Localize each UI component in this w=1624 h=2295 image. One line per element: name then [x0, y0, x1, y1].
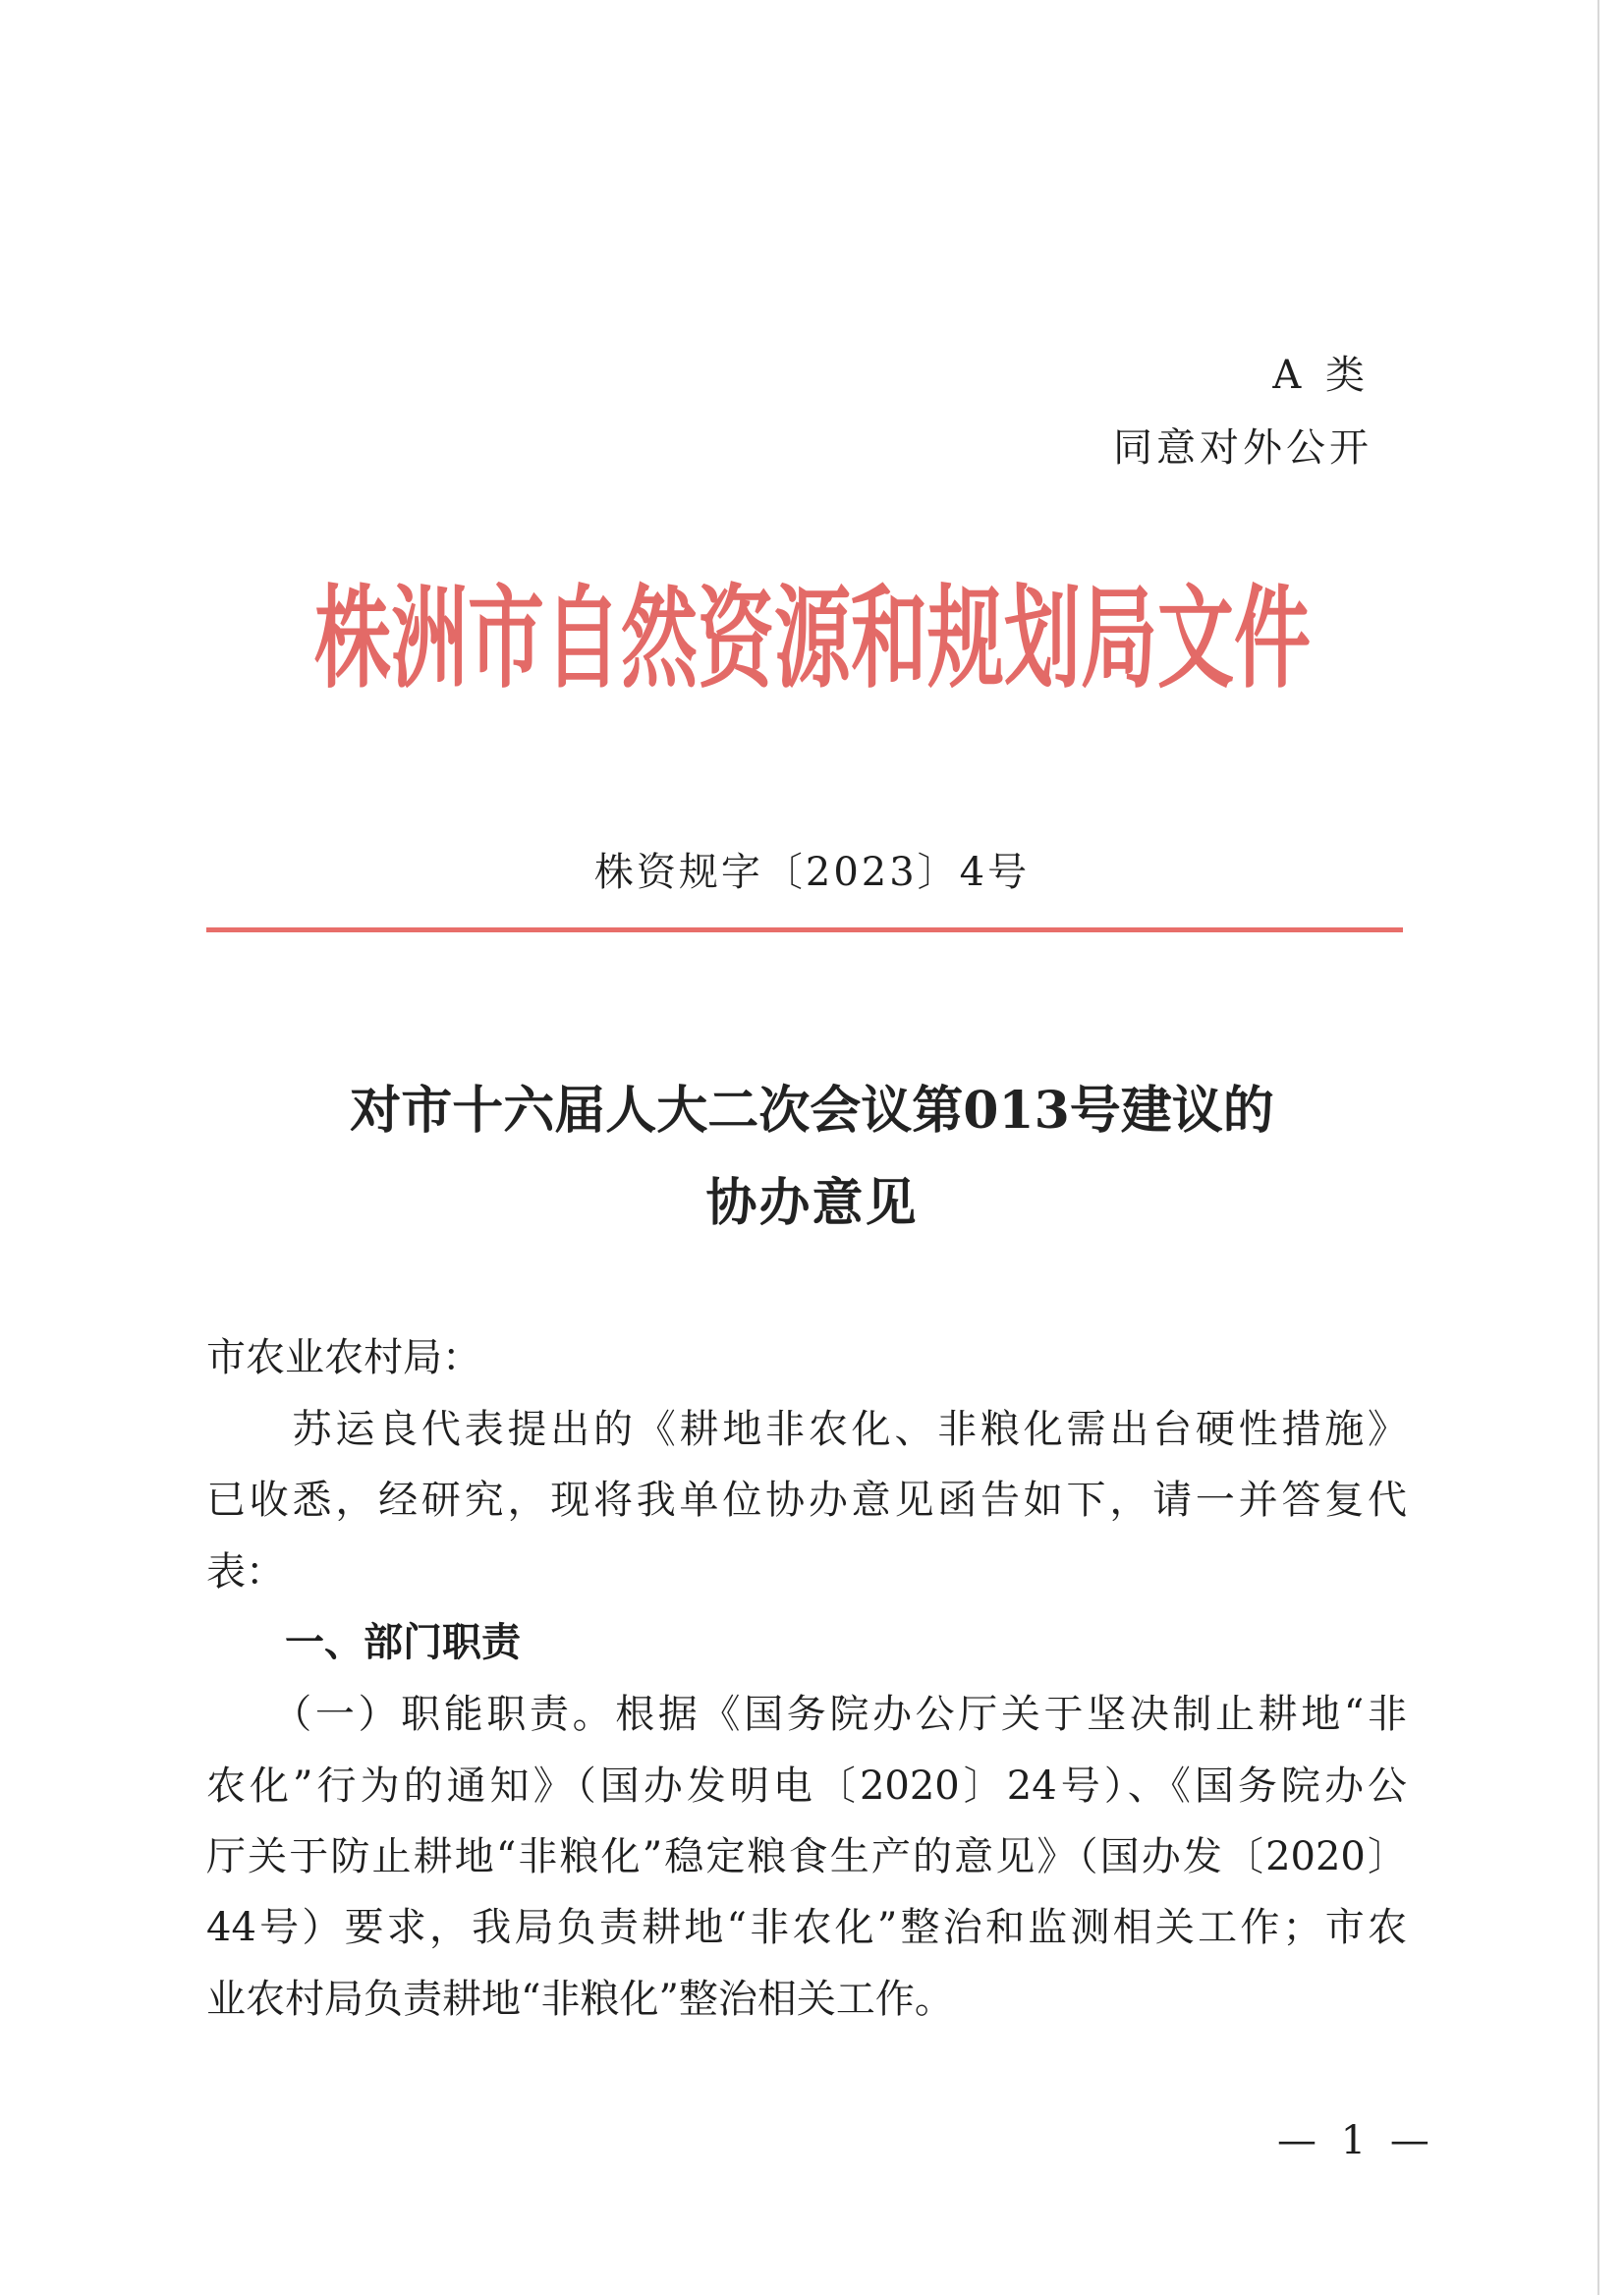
issuer-red-header: 株洲市自然资源和规划局文件: [314, 576, 1312, 704]
red-divider: [206, 927, 1403, 932]
body-line: 44号）要求，我局负责耕地“非农化”整治和监测相关工作；市农: [206, 1905, 1407, 1950]
body-line: 业农村局负责耕地“非粮化”整治相关工作。: [206, 1977, 954, 2022]
document-title-line1: 对市十六届人大二次会议第013号建议的: [350, 1081, 1274, 1141]
body-line: 苏运良代表提出的《耕地非农化、非粮化需出台硬性措施》: [206, 1407, 1407, 1452]
addressee: 市农业农村局：: [206, 1335, 481, 1380]
body-line: 已收悉，经研究，现将我单位协办意见函告如下，请一并答复代: [206, 1478, 1407, 1523]
classification-label: A 类: [1272, 353, 1371, 398]
body-line: 厅关于防止耕地“非粮化”稳定粮食生产的意见》（国办发〔2020〕: [206, 1834, 1407, 1879]
page-number: — 1 —: [1277, 2118, 1435, 2163]
section-heading: 一、部门职责: [206, 1620, 521, 1665]
body-line: 农化”行为的通知》（国办发明电〔2020〕24号）、《国务院办公: [206, 1763, 1407, 1809]
body-line: （一）职能职责。根据《国务院办公厅关于坚决制止耕地“非: [206, 1692, 1407, 1737]
scan-edge-line: [1597, 0, 1599, 2295]
body-line: 表：: [206, 1549, 285, 1595]
document-title-line2: 协办意见: [705, 1173, 919, 1233]
publicity-label: 同意对外公开: [1113, 425, 1372, 471]
document-number: 株资规字〔2023〕4号: [593, 850, 1031, 895]
